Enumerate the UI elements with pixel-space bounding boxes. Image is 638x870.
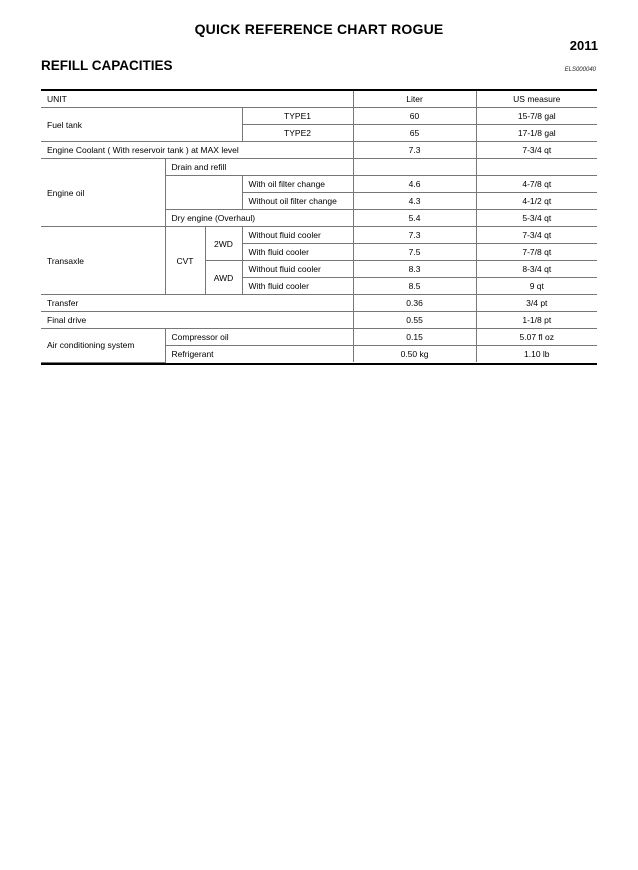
awd-without-cooler-us: 8-3/4 qt <box>476 261 597 278</box>
transaxle-2wd-label: 2WD <box>205 227 242 261</box>
dry-engine-liter: 5.4 <box>353 210 476 227</box>
table-header-row <box>41 91 597 108</box>
transaxle-awd-label: AWD <box>205 261 242 295</box>
transfer-us: 3/4 pt <box>476 295 597 312</box>
table-row <box>41 159 597 176</box>
awd-without-cooler-liter: 8.3 <box>353 261 476 278</box>
section-title: REFILL CAPACITIES <box>41 58 173 73</box>
table-row <box>41 227 597 244</box>
header-unit: UNIT <box>41 91 353 108</box>
dry-engine-us: 5-3/4 qt <box>476 210 597 227</box>
header-liter: Liter <box>353 91 476 108</box>
refrigerant-label: Refrigerant <box>165 346 353 363</box>
awd-with-cooler-label: With fluid cooler <box>242 278 353 295</box>
2wd-with-cooler-us: 7-7/8 qt <box>476 244 597 261</box>
2wd-without-cooler-label: Without fluid cooler <box>242 227 353 244</box>
awd-with-cooler-liter: 8.5 <box>353 278 476 295</box>
transaxle-type: CVT <box>165 227 205 295</box>
coolant-label: Engine Coolant ( With reservoir tank ) at MAX level <box>41 142 353 159</box>
reference-code: ELS000040 <box>564 67 596 73</box>
table-row <box>41 295 597 312</box>
final-drive-us: 1-1/8 pt <box>476 312 597 329</box>
without-oil-filter-label: Without oil filter change <box>242 193 353 210</box>
fuel-tank-type1-us: 15-7/8 gal <box>476 108 597 125</box>
refill-capacities-table <box>41 89 597 365</box>
without-oil-filter-us: 4-1/2 qt <box>476 193 597 210</box>
table-row <box>41 329 597 346</box>
header-us-measure: US measure <box>476 91 597 108</box>
with-oil-filter-liter: 4.6 <box>353 176 476 193</box>
2wd-without-cooler-us: 7-3/4 qt <box>476 227 597 244</box>
fuel-tank-label: Fuel tank <box>41 108 242 142</box>
fuel-tank-type2-liter: 65 <box>353 125 476 142</box>
2wd-with-cooler-label: With fluid cooler <box>242 244 353 261</box>
compressor-oil-label: Compressor oil <box>165 329 353 346</box>
2wd-without-cooler-liter: 7.3 <box>353 227 476 244</box>
with-oil-filter-label: With oil filter change <box>242 176 353 193</box>
table-row <box>41 312 597 329</box>
fuel-tank-type2-us: 17-1/8 gal <box>476 125 597 142</box>
model-year: 2011 <box>569 38 598 53</box>
final-drive-liter: 0.55 <box>353 312 476 329</box>
coolant-us: 7-3/4 qt <box>476 142 597 159</box>
refrigerant-us: 1.10 lb <box>476 346 597 363</box>
drain-refill-label: Drain and refill <box>165 159 353 176</box>
table-row <box>41 108 597 125</box>
document-title: QUICK REFERENCE CHART ROGUE <box>194 21 444 37</box>
transaxle-label: Transaxle <box>41 227 165 295</box>
compressor-oil-us: 5.07 fl oz <box>476 329 597 346</box>
awd-without-cooler-label: Without fluid cooler <box>242 261 353 278</box>
compressor-oil-liter: 0.15 <box>353 329 476 346</box>
dry-engine-label: Dry engine (Overhaul) <box>165 210 353 227</box>
with-oil-filter-us: 4-7/8 qt <box>476 176 597 193</box>
coolant-liter: 7.3 <box>353 142 476 159</box>
table-row <box>41 142 597 159</box>
2wd-with-cooler-liter: 7.5 <box>353 244 476 261</box>
without-oil-filter-liter: 4.3 <box>353 193 476 210</box>
fuel-tank-type2-label: TYPE2 <box>242 125 353 142</box>
engine-oil-label: Engine oil <box>41 159 165 227</box>
fuel-tank-type1-label: TYPE1 <box>242 108 353 125</box>
transfer-label: Transfer <box>41 295 353 312</box>
refrigerant-liter: 0.50 kg <box>353 346 476 363</box>
final-drive-label: Final drive <box>41 312 353 329</box>
fuel-tank-type1-liter: 60 <box>353 108 476 125</box>
ac-system-label: Air conditioning system <box>41 329 165 363</box>
transfer-liter: 0.36 <box>353 295 476 312</box>
awd-with-cooler-us: 9 qt <box>476 278 597 295</box>
